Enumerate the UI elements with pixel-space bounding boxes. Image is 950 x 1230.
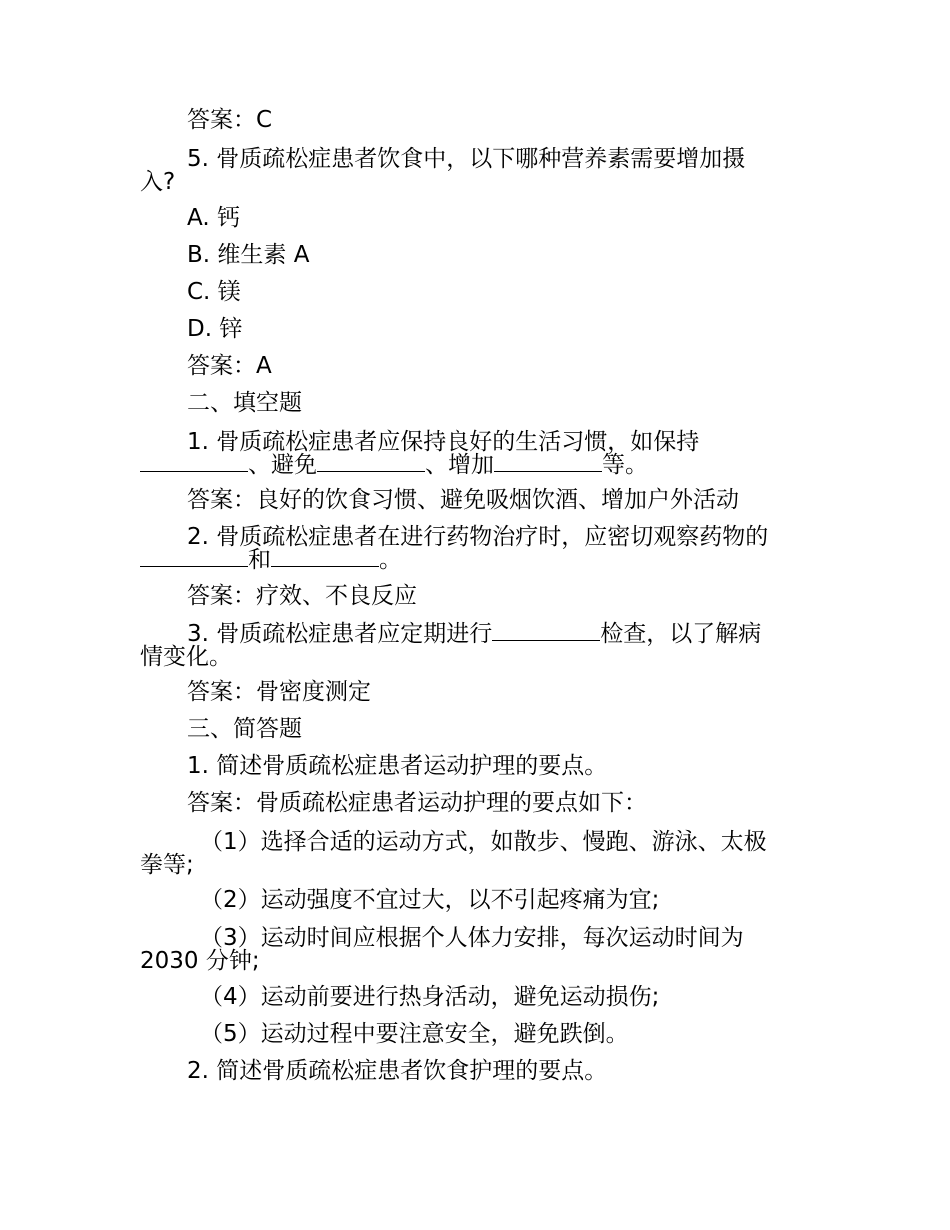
blank-3 — [494, 451, 602, 472]
q5-question-line2: 入? — [140, 169, 176, 195]
fill-q1-line1: 1. 骨质疏松症患者应保持良好的生活习惯，如保持 — [187, 429, 700, 455]
short-q1-point5: （5）运动过程中要注意安全，避免跌倒。 — [200, 1021, 629, 1047]
blank-6 — [492, 620, 600, 641]
fill-q3-end: 检查，以了解病 — [600, 621, 762, 647]
fill-q2-line1: 2. 骨质疏松症患者在进行药物治疗时，应密切观察药物的 — [187, 524, 769, 550]
fill-q2-end: 。 — [379, 547, 402, 573]
fill-q3-line1 — [187, 620, 761, 648]
fill-q2-line2 — [140, 546, 402, 574]
fill-q3-line2: 情变化。 — [140, 644, 232, 670]
q4-answer: 答案：C — [187, 107, 273, 133]
fill-q2-and: 和 — [248, 547, 271, 573]
short-q1-point4: （4）运动前要进行热身活动，避免运动损伤; — [200, 984, 660, 1010]
fill-q3-answer: 答案：骨密度测定 — [187, 679, 371, 705]
fill-q1-answer: 答案：良好的饮食习惯、避免吸烟饮酒、增加户外活动 — [187, 487, 739, 513]
fill-q3-start: 3. 骨质疏松症患者应定期进行 — [187, 621, 493, 647]
short-q1-answer-intro: 答案：骨质疏松症患者运动护理的要点如下： — [187, 790, 647, 816]
short-q1-point1-line2: 拳等; — [140, 852, 194, 878]
q5-answer: 答案：A — [187, 353, 272, 379]
q5-option-d: D. 锌 — [187, 316, 243, 342]
fill-q1-line2 — [140, 451, 648, 479]
short-q1-point3-line2: 2030 分钟; — [140, 948, 260, 974]
short-q1-point3-line1: （3）运动时间应根据个人体力安排，每次运动时间为 — [200, 925, 744, 951]
fill-q1-avoid: 、避免 — [248, 452, 317, 478]
short-q1-point1-line1: （1）选择合适的运动方式，如散步、慢跑、游泳、太极 — [200, 829, 767, 855]
short-q1-point2: （2）运动强度不宜过大，以不引起疼痛为宜; — [200, 887, 660, 913]
short-q1-question: 1. 简述骨质疏松症患者运动护理的要点。 — [187, 753, 608, 779]
blank-4 — [140, 546, 248, 567]
fill-q2-answer: 答案：疗效、不良反应 — [187, 583, 417, 609]
fill-q1-end: 等。 — [602, 452, 648, 478]
section2-heading: 二、填空题 — [187, 390, 302, 416]
q5-option-c: C. 镁 — [187, 279, 241, 305]
section3-heading: 三、简答题 — [187, 716, 302, 742]
q5-option-a: A. 钙 — [187, 205, 240, 231]
blank-5 — [271, 546, 379, 567]
q5-option-b: B. 维生素 A — [187, 242, 310, 268]
fill-q1-increase: 、增加 — [425, 452, 494, 478]
q5-question-line1: 5. 骨质疏松症患者饮食中，以下哪种营养素需要增加摄 — [187, 146, 746, 172]
blank-1 — [140, 451, 248, 472]
blank-2 — [317, 451, 425, 472]
short-q2-question: 2. 简述骨质疏松症患者饮食护理的要点。 — [187, 1058, 608, 1084]
